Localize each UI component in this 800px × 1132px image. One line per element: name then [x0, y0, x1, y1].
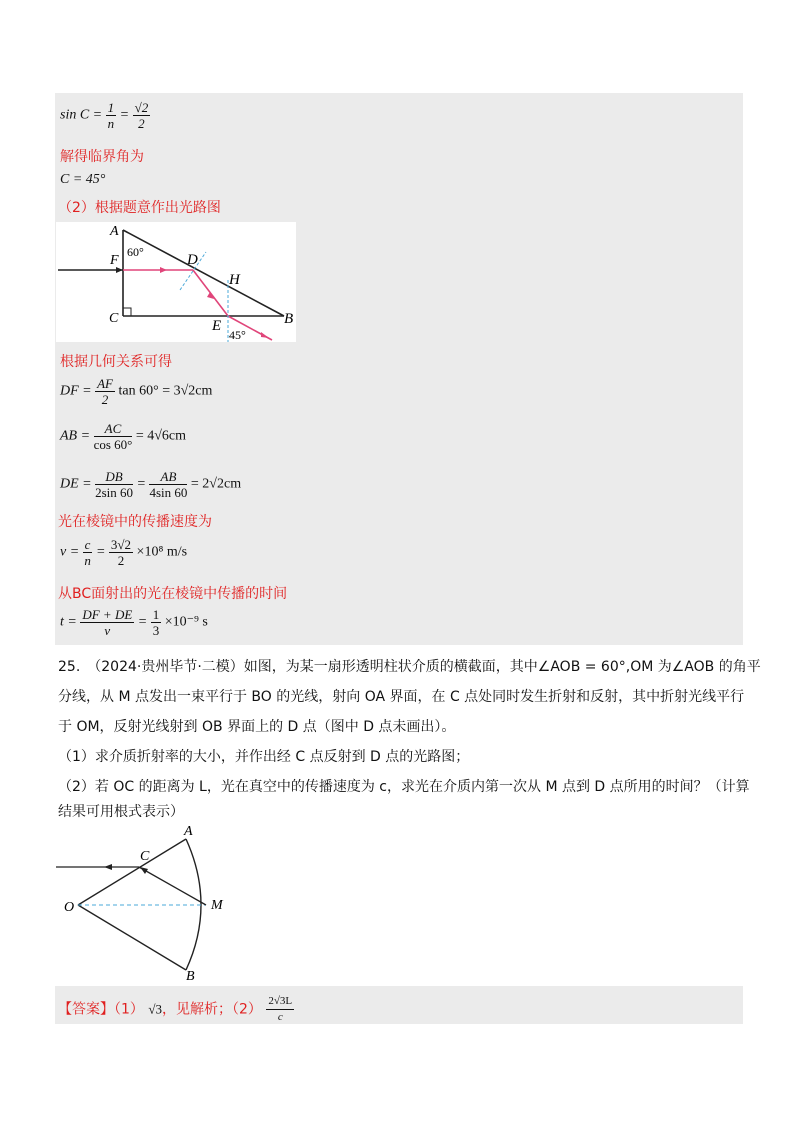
de-equation: DE = $\frac{DB}{2\sin 60}$ = $\frac{AB}{4\sin 60}$ = 2√2cm [60, 469, 242, 500]
prism-light-path-figure [56, 222, 296, 342]
ab-equation: AB = $\frac{AC}{\cos 60^\circ}$ = 4√6cm [60, 421, 187, 452]
question-sub-1: （1）求介质折射率的大小，并作出经 C 点反射到 D 点的光路图； [58, 749, 470, 765]
sinC-equation: sin C = $\frac{1}{n}$ = $\frac{√2}{2}$ [60, 100, 149, 131]
answer-tag: 【答案】 [58, 1001, 114, 1018]
answer-line: 【答案】（1） √3，见解析；（2） $\frac{2√3L}{c}$ [58, 995, 293, 1023]
sector-figure [56, 822, 246, 982]
question-sub-2b: 结果可用根式表示） [58, 804, 184, 820]
fig2-label-M: M [211, 898, 223, 913]
time-label: 从BC面射出的光在棱镜中传播的时间 [58, 586, 288, 602]
t-equation: t = $\frac{DF + DE}{v}$ = $\frac{1}{3}$ ×10⁻⁹ s [60, 607, 208, 638]
df-equation: DF = $\frac{AF}{2}$ tan 60° = 3√2cm [60, 376, 213, 407]
fig1-label-B: B [284, 311, 294, 327]
question-line-1: 25. （2024·贵州毕节·二模）如图，为某一扇形透明柱状介质的横截面，其中∠AOB = 60°,OM 为∠AOB 的角平 [58, 659, 761, 675]
critical-label: 解得临界角为 [60, 149, 144, 165]
question-line-2: 分线，从 M 点发出一束平行于 BO 的光线，射向 OA 界面，在 C 点处同时发生折射和反射，其中折射光线平行 [58, 689, 745, 705]
fig1-angle-45: 45° [229, 328, 246, 342]
fig2-label-B: B [186, 969, 195, 982]
fig2-label-A: A [184, 824, 193, 839]
question-line-3: 于 OM，反射光线射到 OB 界面上的 D 点（图中 D 点未画出）。 [58, 719, 456, 735]
question-sub-2: （2）若 OC 的距离为 L，光在真空中的传播速度为 c，求光在介质内第一次从 M 点到 D 点所用的时间？（计算 [58, 779, 750, 795]
part2-label: （2）根据题意作出光路图 [58, 200, 221, 216]
fig1-label-H: H [229, 272, 240, 288]
v-equation: v = $\frac{c}{n}$ = $\frac{3√2}{2}$ ×10⁸ m/s [60, 537, 188, 568]
geom-label: 根据几何关系可得 [60, 354, 172, 370]
fig1-angle-60: 60° [127, 245, 144, 259]
speed-label: 光在棱镜中的传播速度为 [58, 514, 212, 530]
fig1-label-C: C [109, 311, 119, 326]
critical-value: C = 45° [60, 172, 106, 187]
fig2-label-O: O [64, 900, 75, 915]
fig1-label-D: D [187, 252, 198, 268]
fig1-label-A: A [110, 224, 119, 239]
fig1-label-F: F [110, 253, 119, 268]
fig2-label-C: C [140, 849, 150, 864]
fig1-label-E: E [212, 318, 222, 334]
